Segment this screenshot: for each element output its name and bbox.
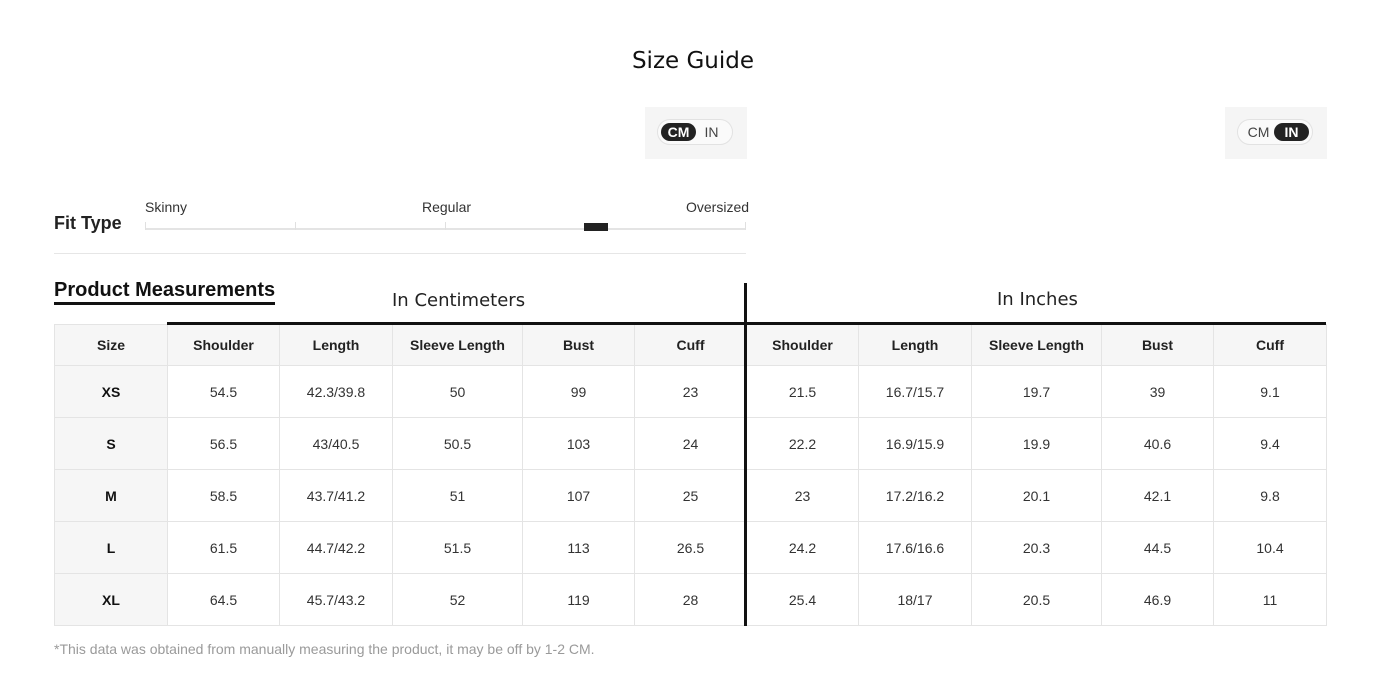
fit-tick (145, 222, 146, 230)
section-divider (54, 253, 746, 254)
page-title: Size Guide (631, 48, 755, 74)
in-cuff-cell: 10.4 (1214, 522, 1327, 574)
fit-scale-oversized: Oversized (686, 199, 750, 215)
cm-shoulder-cell: 56.5 (168, 418, 280, 470)
cm-sleeve-length-cell: 51.5 (393, 522, 523, 574)
in-cuff-cell: 11 (1214, 574, 1327, 626)
fit-tick (295, 222, 296, 230)
unit-toggle-panel-in (1225, 107, 1327, 159)
product-measurements-title: Product Measurements (54, 279, 275, 305)
in-cuff-cell: 9.1 (1214, 366, 1327, 418)
in-bust-cell: 46.9 (1102, 574, 1214, 626)
cm-bust-cell: 119 (523, 574, 635, 626)
fit-scale-regular: Regular (422, 199, 472, 215)
in-length-cell: 17.6/16.6 (859, 522, 972, 574)
table-row (55, 418, 1327, 470)
in-bust-cell: 44.5 (1102, 522, 1214, 574)
unit-option-in[interactable]: IN (704, 124, 719, 140)
size-table (54, 324, 1327, 626)
in-cuff-cell: 9.8 (1214, 470, 1327, 522)
cm-bust-cell: 113 (523, 522, 635, 574)
in-length-cell: 16.9/15.9 (859, 418, 972, 470)
in-length-cell: 16.7/15.7 (859, 366, 972, 418)
column-header-size: Size (55, 325, 168, 366)
cm-cuff-cell: 28 (635, 574, 747, 626)
in-shoulder-cell: 24.2 (747, 522, 859, 574)
cm-cuff-cell: 26.5 (635, 522, 747, 574)
in-cuff-cell: 9.4 (1214, 418, 1327, 470)
column-header-cm-cuff: Cuff (635, 325, 747, 366)
table-row (55, 574, 1327, 626)
cm-length-cell: 42.3/39.8 (280, 366, 393, 418)
cm-shoulder-cell: 54.5 (168, 366, 280, 418)
in-sleeve-length-cell: 20.5 (972, 574, 1102, 626)
in-sleeve-length-cell: 20.1 (972, 470, 1102, 522)
unit-toggle-in (1237, 119, 1313, 145)
size-cell: M (55, 470, 168, 522)
unit-toggle-cm (657, 119, 733, 145)
in-bust-cell: 39 (1102, 366, 1214, 418)
in-shoulder-cell: 22.2 (747, 418, 859, 470)
fit-type-marker (584, 223, 608, 231)
unit-option-cm[interactable]: CM (661, 123, 696, 141)
unit-option-cm[interactable]: CM (1247, 124, 1270, 140)
unit-column-divider (744, 283, 747, 626)
cm-bust-cell: 99 (523, 366, 635, 418)
in-shoulder-cell: 21.5 (747, 366, 859, 418)
column-header-in-sleeve-length: Sleeve Length (972, 325, 1102, 366)
inches-caption: In Inches (997, 289, 1078, 310)
column-header-in-shoulder: Shoulder (747, 325, 859, 366)
table-row (55, 470, 1327, 522)
in-shoulder-cell: 25.4 (747, 574, 859, 626)
in-length-cell: 18/17 (859, 574, 972, 626)
measurement-disclaimer: *This data was obtained from manually measuring the product, it may be off by 1-2 CM. (54, 641, 595, 657)
column-header-in-bust: Bust (1102, 325, 1214, 366)
column-header-cm-sleeve-length: Sleeve Length (393, 325, 523, 366)
fit-scale-skinny: Skinny (145, 199, 188, 215)
column-header-cm-shoulder: Shoulder (168, 325, 280, 366)
size-cell: L (55, 522, 168, 574)
cm-sleeve-length-cell: 50.5 (393, 418, 523, 470)
column-header-in-cuff: Cuff (1214, 325, 1327, 366)
fit-tick (745, 222, 746, 230)
centimeters-caption: In Centimeters (392, 290, 526, 311)
table-header-row (55, 325, 1327, 366)
in-sleeve-length-cell: 19.9 (972, 418, 1102, 470)
cm-sleeve-length-cell: 51 (393, 470, 523, 522)
unit-option-in[interactable]: IN (1274, 123, 1309, 141)
in-bust-cell: 42.1 (1102, 470, 1214, 522)
cm-sleeve-length-cell: 50 (393, 366, 523, 418)
cm-shoulder-cell: 64.5 (168, 574, 280, 626)
in-shoulder-cell: 23 (747, 470, 859, 522)
column-header-cm-bust: Bust (523, 325, 635, 366)
table-row (55, 366, 1327, 418)
cm-shoulder-cell: 58.5 (168, 470, 280, 522)
cm-bust-cell: 107 (523, 470, 635, 522)
fit-tick (445, 222, 446, 230)
in-length-cell: 17.2/16.2 (859, 470, 972, 522)
cm-shoulder-cell: 61.5 (168, 522, 280, 574)
cm-length-cell: 43.7/41.2 (280, 470, 393, 522)
column-header-in-length: Length (859, 325, 972, 366)
size-cell: S (55, 418, 168, 470)
in-bust-cell: 40.6 (1102, 418, 1214, 470)
in-sleeve-length-cell: 19.7 (972, 366, 1102, 418)
cm-length-cell: 44.7/42.2 (280, 522, 393, 574)
centimeters-header-rule (167, 322, 745, 325)
inches-header-rule (746, 322, 1326, 325)
cm-cuff-cell: 25 (635, 470, 747, 522)
size-cell: XS (55, 366, 168, 418)
cm-cuff-cell: 24 (635, 418, 747, 470)
in-sleeve-length-cell: 20.3 (972, 522, 1102, 574)
column-header-cm-length: Length (280, 325, 393, 366)
table-row (55, 522, 1327, 574)
cm-bust-cell: 103 (523, 418, 635, 470)
size-cell: XL (55, 574, 168, 626)
cm-sleeve-length-cell: 52 (393, 574, 523, 626)
cm-length-cell: 45.7/43.2 (280, 574, 393, 626)
cm-cuff-cell: 23 (635, 366, 747, 418)
fit-type-label: Fit Type (54, 213, 122, 233)
cm-length-cell: 43/40.5 (280, 418, 393, 470)
unit-toggle-panel-cm (645, 107, 747, 159)
